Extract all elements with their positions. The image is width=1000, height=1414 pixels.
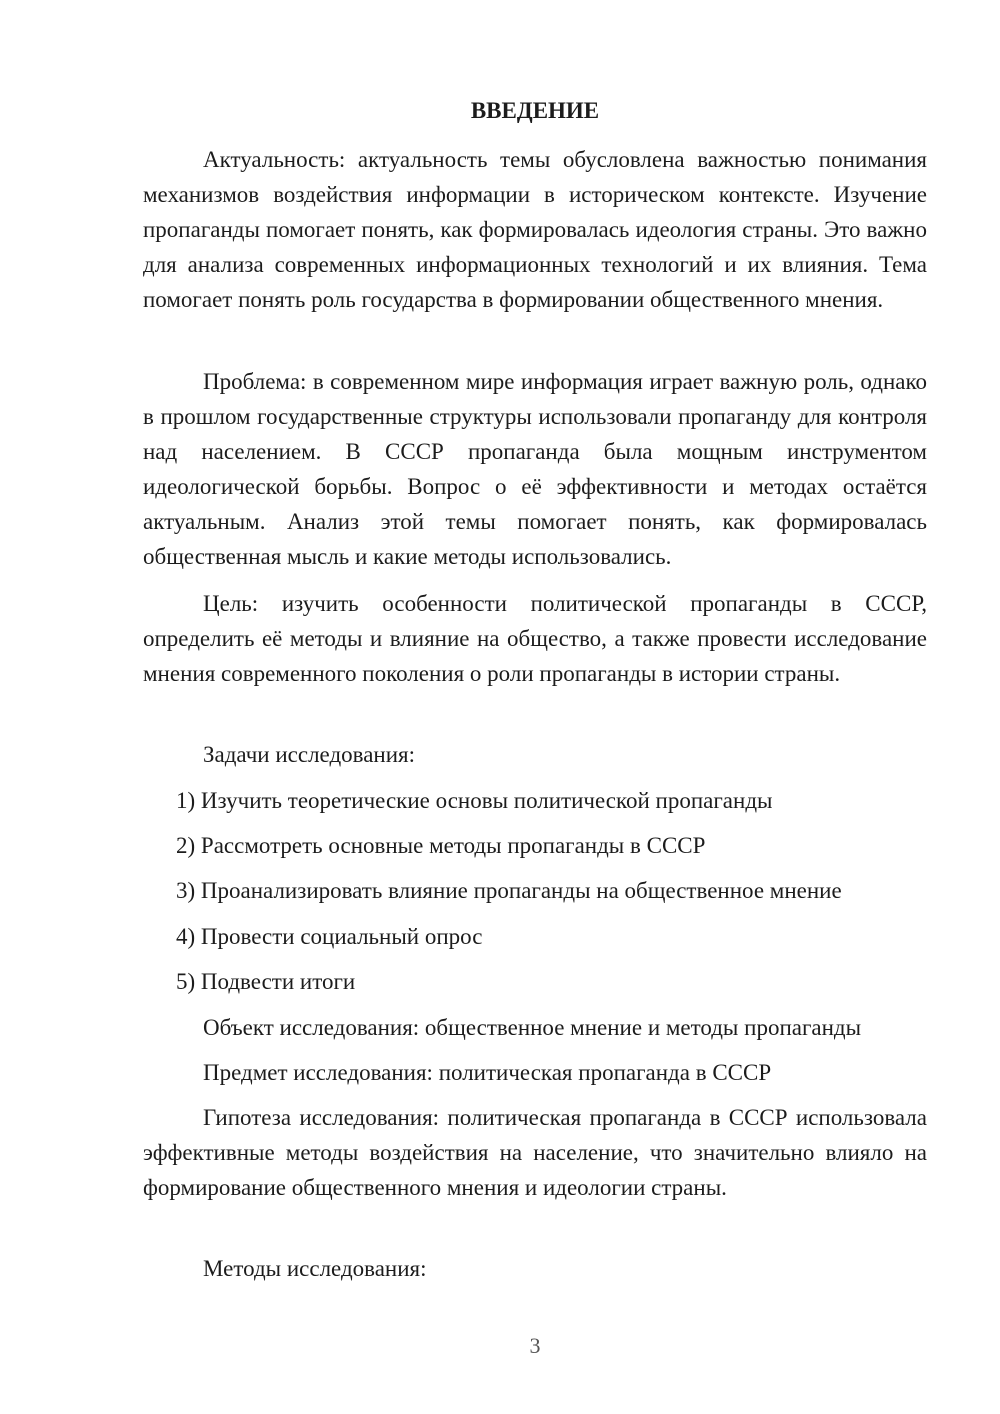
task-item: 3) Проанализировать влияние пропаганды на общественное мнение <box>176 878 842 903</box>
page-number: 3 <box>529 1333 541 1358</box>
task-item: 2) Рассмотреть основные методы пропаганды в СССР <box>176 833 706 858</box>
object-line: Объект исследования: общественное мнение и методы пропаганды <box>203 1015 862 1040</box>
relevance-paragraph: Актуальность: актуальность темы обусловлена важностью понимания механизмов воздействия информации в историческом контексте. Изучение пропаганды помогает понять, как формировалась идеология страны. Это важно для анализа современных информационных технологий и их влияния. Тема помогает понять роль государства в формировании общественного мнения. <box>143 147 927 312</box>
problem-paragraph: Проблема: в современном мире информация играет важную роль, однако в прошлом государственные структуры использовали пропаганду для контроля над населением. В СССР пропаганда была мощным инструментом идеологической борьбы. Вопрос о её эффективности и методах остаётся актуальным. Анализ этой темы помогает понять, как формировалась общественная мысль и какие методы использовались. <box>143 369 927 569</box>
task-item: 1) Изучить теоретические основы политической пропаганды <box>176 788 773 813</box>
goal-paragraph: Цель: изучить особенности политической пропаганды в СССР, определить её методы и влияние на общество, а также провести исследование мнения современного поколения о роли пропаганды в истории страны. <box>143 591 927 686</box>
task-item: 4) Провести социальный опрос <box>176 924 483 949</box>
task-item: 5) Подвести итоги <box>176 969 356 994</box>
methods-title: Методы исследования: <box>203 1256 427 1281</box>
hypothesis-paragraph: Гипотеза исследования: политическая пропаганда в СССР использовала эффективные методы воздействия на население, что значительно влияло на формирование общественного мнения и идеологии страны. <box>143 1105 927 1200</box>
tasks-title: Задачи исследования: <box>203 742 416 767</box>
section-heading: ВВЕДЕНИЕ <box>470 98 600 123</box>
subject-line: Предмет исследования: политическая пропаганда в СССР <box>203 1060 772 1085</box>
